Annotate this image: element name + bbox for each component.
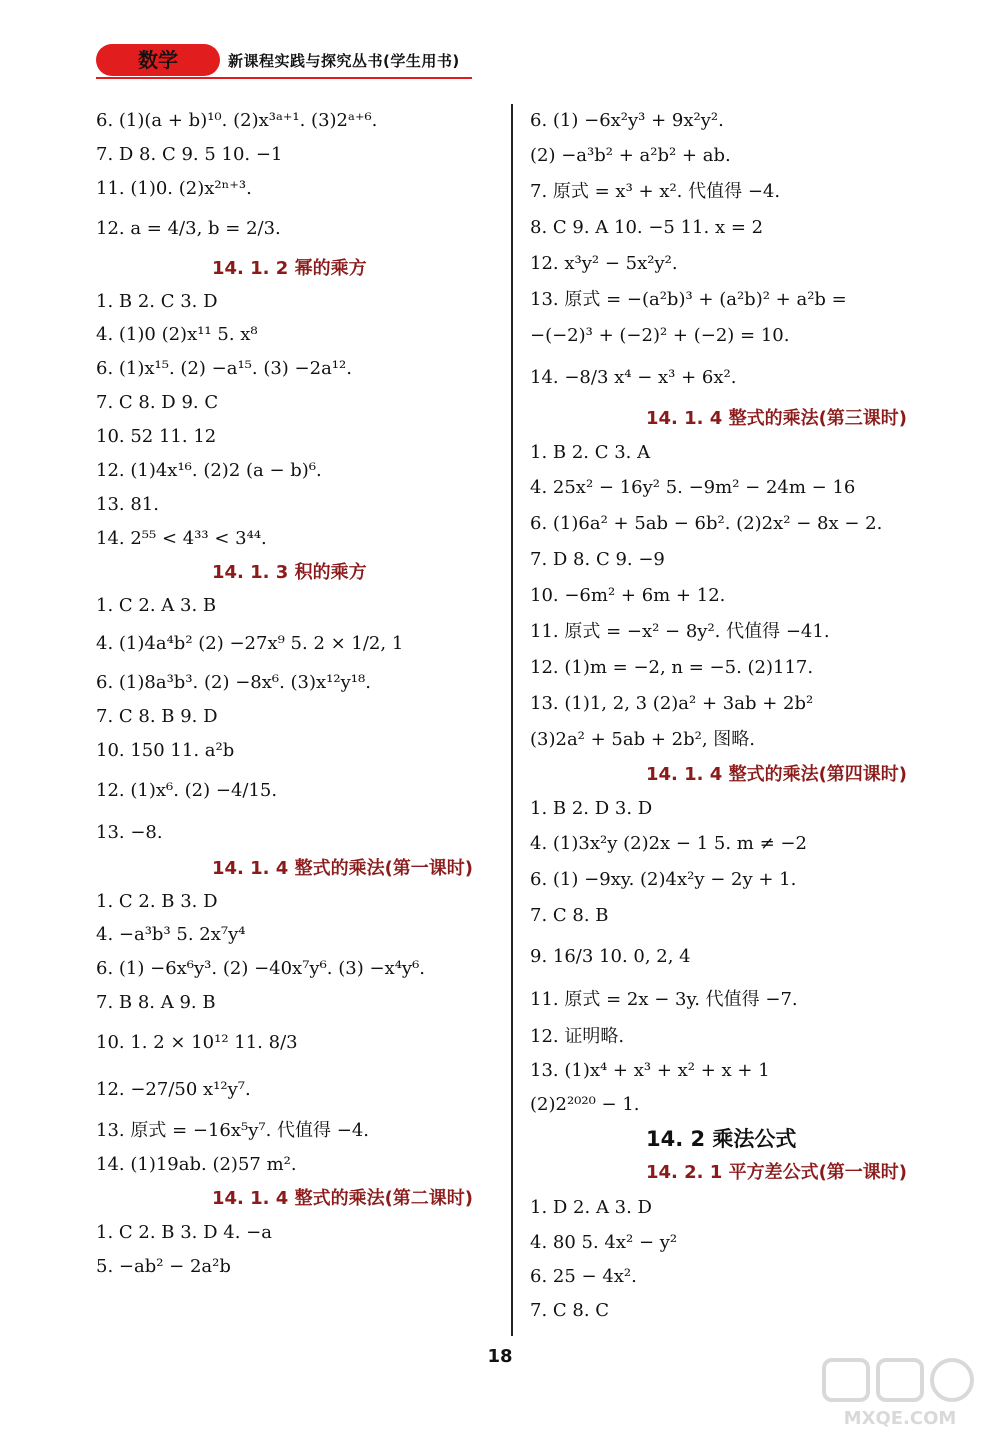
answer-line: 7. C 8. B [530,905,609,926]
answer-line: 12. (1)4x¹⁶. (2)2 (a − b)⁶. [96,460,322,481]
answer-line: (2) −a³b² + a²b² + ab. [530,145,731,166]
answer-line: 7. B 8. A 9. B [96,992,216,1013]
answer-line: 12. −27/50 x¹²y⁷. [96,1079,251,1100]
page-number: 18 [487,1346,513,1367]
section-heading: 14. 1. 4 整式的乘法(第四课时) [646,764,908,785]
answer-line: 11. (1)0. (2)x²ⁿ⁺³. [96,178,252,199]
column-divider [511,104,513,1336]
answer-line: 14. 2⁵⁵ < 4³³ < 3⁴⁴. [96,528,267,549]
answer-line: 10. 150 11. a²b [96,740,235,761]
answer-line: 7. D 8. C 9. 5 10. −1 [96,144,283,165]
answer-line: 6. 25 − 4x². [530,1266,637,1287]
answer-line: 4. 80 5. 4x² − y² [530,1232,678,1253]
answer-line: 12. (1)x⁶. (2) −4/15. [96,780,278,801]
answer-line: 12. (1)m = −2, n = −5. (2)117. [530,657,814,678]
answer-line: 7. C 8. D 9. C [96,392,219,413]
subject-badge: 数学 [96,44,220,76]
answer-line: 11. 原式 = −x² − 8y². 代值得 −41. [530,621,830,642]
answer-line: (2)2²⁰²⁰ − 1. [530,1094,640,1115]
series-title: 新课程实践与探究丛书(学生用书) [228,52,460,70]
answer-line: 13. −8. [96,822,163,843]
answer-line: 6. (1)(a + b)¹⁰. (2)x³ᵃ⁺¹. (3)2ᵃ⁺⁶. [96,110,378,131]
header-rule [96,77,472,79]
answer-line: 1. C 2. B 3. D [96,891,218,912]
answer-line: 6. (1) −6x²y³ + 9x²y². [530,110,724,131]
answer-line: 13. 原式 = −16x⁵y⁷. 代值得 −4. [96,1120,370,1141]
answer-line: 13. (1)x⁴ + x³ + x² + x + 1 [530,1060,770,1081]
section-heading: 14. 1. 4 整式的乘法(第一课时) [212,858,474,879]
answer-line: 12. a = 4/3, b = 2/3. [96,218,281,239]
answer-line: 4. −a³b³ 5. 2x⁷y⁴ [96,924,246,945]
answer-line: (3)2a² + 5ab + 2b², 图略. [530,729,756,750]
answer-line: 13. 81. [96,494,159,515]
answer-line: −(−2)³ + (−2)² + (−2) = 10. [530,325,790,346]
answer-line: 13. 原式 = −(a²b)³ + (a²b)² + a²b = [530,289,847,310]
answer-line: 10. −6m² + 6m + 12. [530,585,726,606]
answer-line: 12. 证明略. [530,1026,625,1047]
answer-line: 14. (1)19ab. (2)57 m². [96,1154,297,1175]
answer-line: 7. C 8. C [530,1300,610,1321]
answer-line: 7. D 8. C 9. −9 [530,549,665,570]
section-heading: 14. 1. 4 整式的乘法(第二课时) [212,1188,474,1209]
section-heading: 14. 2 乘法公式 [646,1127,797,1151]
answer-line: 6. (1)x¹⁵. (2) −a¹⁵. (3) −2a¹². [96,358,352,379]
answer-line: 1. C 2. A 3. B [96,595,217,616]
answer-line: 4. 25x² − 16y² 5. −9m² − 24m − 16 [530,477,856,498]
page-header [96,44,476,76]
answer-line: 6. (1) −9xy. (2)4x²y − 2y + 1. [530,869,797,890]
answer-line: 6. (1)8a³b³. (2) −8x⁶. (3)x¹²y¹⁸. [96,672,371,693]
answer-line: 1. D 2. A 3. D [530,1197,652,1218]
answer-line: 10. 52 11. 12 [96,426,217,447]
answer-line: 14. −8/3 x⁴ − x³ + 6x². [530,367,737,388]
section-heading: 14. 1. 2 幂的乘方 [212,258,367,279]
left-answer-column [96,104,496,1284]
section-heading: 14. 1. 4 整式的乘法(第三课时) [646,408,908,429]
answer-line: 12. x³y² − 5x²y². [530,253,678,274]
watermark-logo [820,1356,980,1432]
answer-line: 1. B 2. C 3. A [530,442,651,463]
right-answer-column [530,104,930,1328]
answer-line: 11. 原式 = 2x − 3y. 代值得 −7. [530,989,798,1010]
answer-line: 6. (1)6a² + 5ab − 6b². (2)2x² − 8x − 2. [530,513,883,534]
section-heading: 14. 1. 3 积的乘方 [212,562,367,583]
answer-line: 4. (1)3x²y (2)2x − 1 5. m ≠ −2 [530,833,807,854]
answer-line: 4. (1)0 (2)x¹¹ 5. x⁸ [96,324,258,345]
answer-line: 13. (1)1, 2, 3 (2)a² + 3ab + 2b² [530,693,814,714]
answer-line: 8. C 9. A 10. −5 11. x = 2 [530,217,764,238]
watermark-text: MXQE.COM [843,1408,957,1429]
answer-line: 1. C 2. B 3. D 4. −a [96,1222,272,1243]
answer-line: 1. B 2. C 3. D [96,291,218,312]
answer-line: 1. B 2. D 3. D [530,798,653,819]
section-heading: 14. 2. 1 平方差公式(第一课时) [646,1162,908,1183]
answer-line: 9. 16/3 10. 0, 2, 4 [530,946,691,967]
answer-line: 4. (1)4a⁴b² (2) −27x⁹ 5. 2 × 1/2, 1 [96,633,404,654]
answer-line: 6. (1) −6x⁶y³. (2) −40x⁷y⁶. (3) −x⁴y⁶. [96,958,426,979]
answer-line: 7. 原式 = x³ + x². 代值得 −4. [530,181,781,202]
answer-line: 5. −ab² − 2a²b [96,1256,231,1277]
answer-line: 7. C 8. B 9. D [96,706,218,727]
answer-line: 10. 1. 2 × 10¹² 11. 8/3 [96,1032,298,1053]
